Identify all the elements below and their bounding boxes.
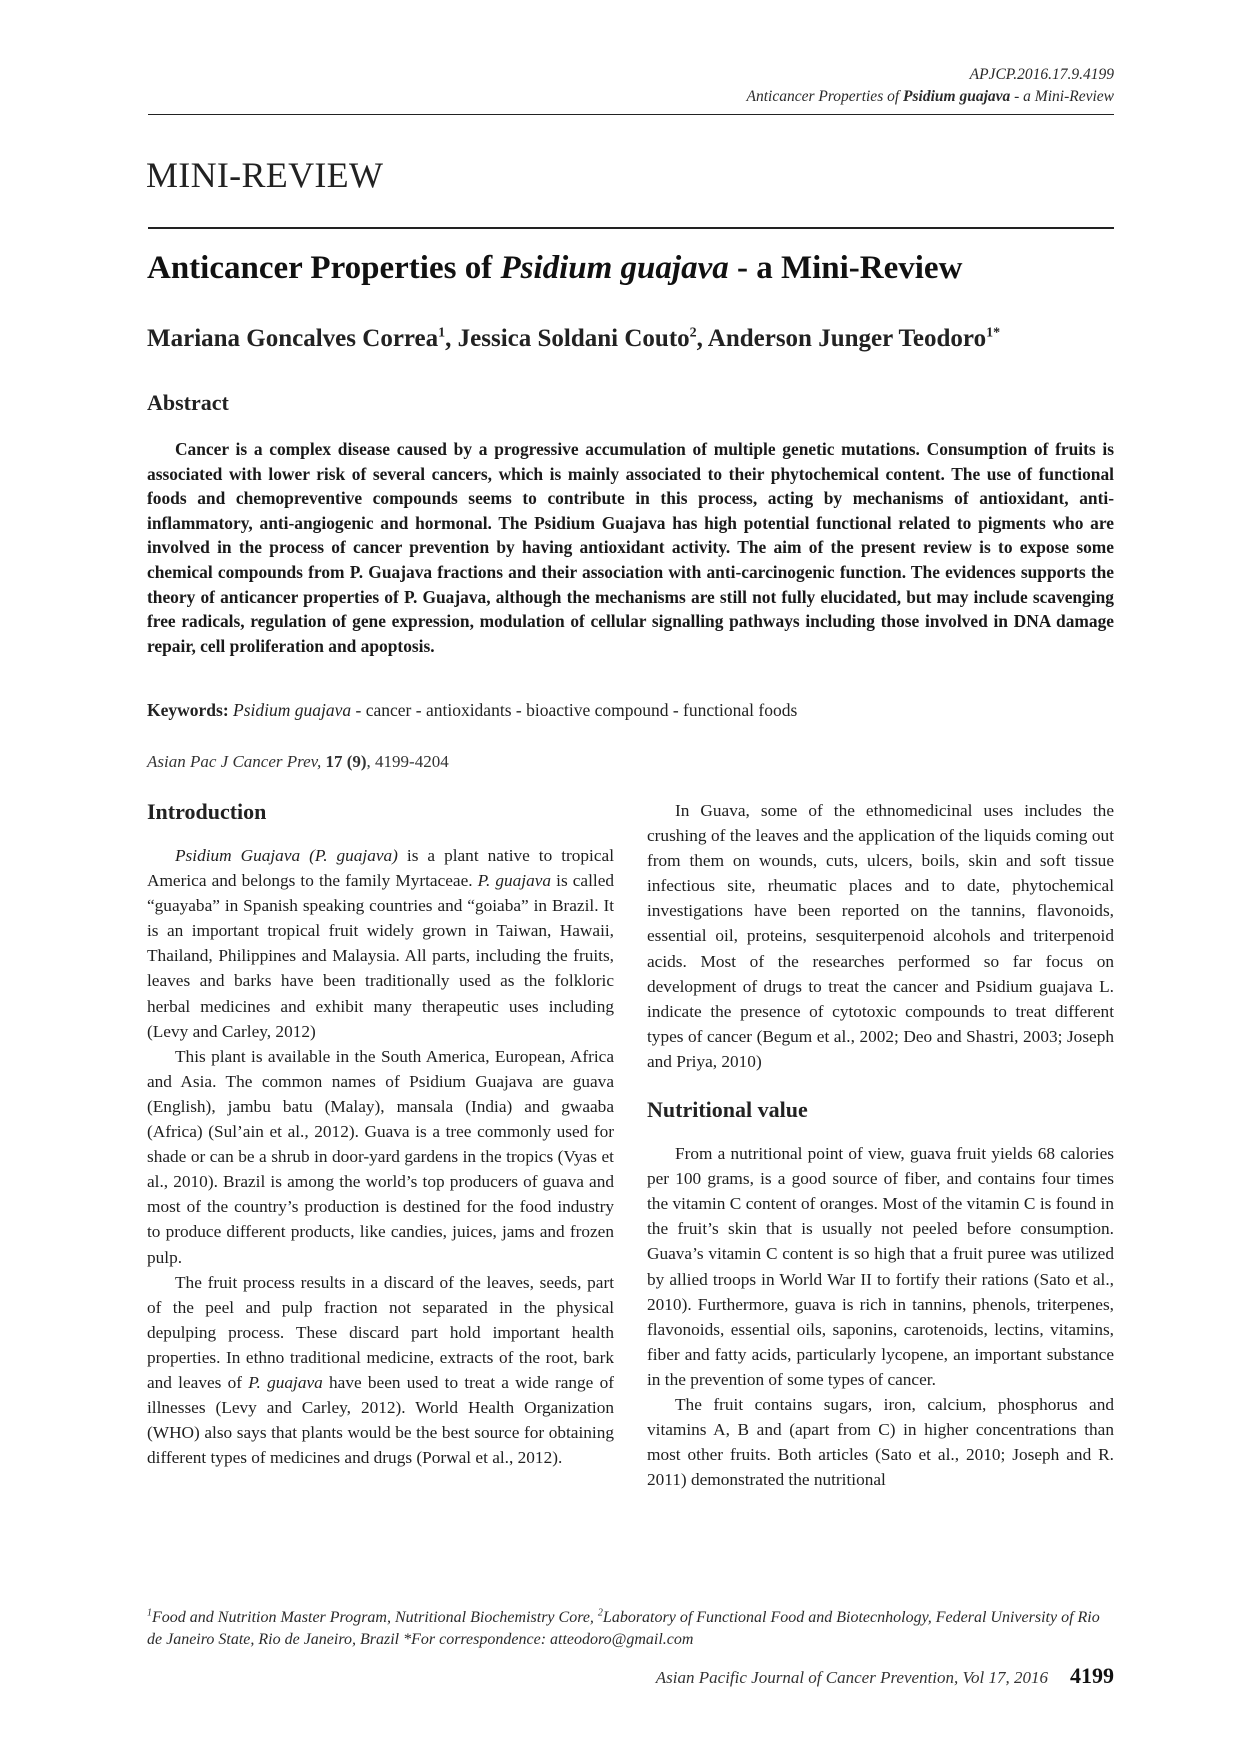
intro-text: The fruit process results in a discard of the leaves, seeds, part of the peel and pulp fraction not separated in the physical depulping process. These discard part hold important health properties. In ethno traditional medicine, extracts of the root, bark and leaves of bbox=[147, 1272, 614, 1392]
running-head-title-bold: Psidium guajava bbox=[903, 88, 1011, 105]
nutrition-paragraph-2: The fruit contains sugars, iron, calcium, phosphorus and vitamins A, B and (apart from C) in higher concentrations than most other fruits. Both articles (Sato et al., 2010; Joseph and R. 2011) demonstrated the nutritional bbox=[647, 1394, 1114, 1490]
running-head-doi: APJCP.2016.17.9.4199 bbox=[969, 66, 1114, 83]
affiliation-2: Laboratory of Functional Food and Biotecnhology, Federal University of Rio de Janeiro State, Rio de Janeiro, Brazil *For correspondence: atteodoro@gmail.com bbox=[147, 1609, 1100, 1648]
running-head bbox=[746, 64, 1114, 108]
keywords bbox=[147, 700, 797, 721]
section-spacer bbox=[647, 1074, 1114, 1088]
author-1 bbox=[147, 325, 458, 352]
running-head-title-prefix: Anticancer Properties of bbox=[746, 88, 904, 105]
intro-paragraph-1 bbox=[147, 843, 614, 1044]
author-2 bbox=[458, 325, 708, 352]
header-rule bbox=[148, 114, 1114, 115]
author-affiliation-mark: 2 bbox=[689, 325, 697, 341]
citation bbox=[147, 752, 449, 772]
intro-italic: P. guajava bbox=[248, 1372, 323, 1392]
intro-italic: P. guajava bbox=[477, 871, 552, 891]
author-affiliation-mark: 1 bbox=[438, 325, 446, 341]
intro-italic: Psidium Guajava (P. guajava) bbox=[175, 846, 398, 865]
keywords-label: Keywords: bbox=[147, 700, 234, 720]
affiliation-1: Food and Nutrition Master Program, Nutritional Biochemistry Core, bbox=[152, 1609, 598, 1626]
paper-title-prefix: Anticancer Properties of bbox=[147, 250, 501, 286]
author-name: Mariana Goncalves Correa bbox=[147, 325, 439, 352]
page-number: 4199 bbox=[1070, 1663, 1114, 1688]
running-head-title-suffix: - a Mini-Review bbox=[1010, 88, 1114, 105]
nutrition-paragraph-1: From a nutritional point of view, guava fruit yields 68 calories per 100 grams, is a good source of fiber, and contains four times the vitamin C content of oranges. Most of the vitamin C is found in the fruit’s skin that is usually not peeled before consumption. Guava’s vitamin C content is so high that a fruit puree was utilized by allied troops in World War II to fortify their rations (Sato et al., 2010). Furthermore, guava is rich in tannins, phenols, triterpenes, flavonoids, essential oils, saponins, carotenoids, lectins, vitamins, fiber and fatty acids, particularly lycopene, an important substance in the prevention of some types of cancer. bbox=[647, 1144, 1114, 1389]
introduction-heading: Introduction bbox=[147, 799, 267, 824]
paper-title-italic: Psidium guajava bbox=[500, 250, 729, 286]
left-column bbox=[147, 798, 614, 1470]
intro-text: is called “guayaba” in Spanish speaking countries and “goiaba” in Brazil. It is an important tropical fruit widely grown in Taiwan, Hawaii, Thailand, Philippines and Malaysia. All parts, including the fruits, leaves and barks have been traditionally used as the folkloric herbal medicines and exhibit many therapeutic uses including (Levy and Carley, 2012) bbox=[147, 871, 614, 1041]
paper-title bbox=[147, 250, 962, 287]
nutritional-value-heading: Nutritional value bbox=[647, 1097, 808, 1123]
author-list bbox=[147, 325, 1000, 353]
running-head-title bbox=[746, 86, 1114, 108]
author-name: Jessica Soldani Couto bbox=[457, 325, 690, 352]
abstract-text: Cancer is a complex disease caused by a progressive accumulation of multiple genetic mutations. Consumption of fruits is associated with lower risk of several cancers, which is mainly associated to their phytochemical content. The use of functional foods and chemopreventive compounds seems to contribute in this process, acting by mechanisms of antioxidant, anti-inflammatory, anti-angiogenic and hormonal. The Psidium Guajava has high potential functional related to pigments who are involved in the process of cancer prevention by having antioxidant activity. The aim of the present review is to expose some chemical compounds from P. Guajava fractions and their association with anti-carcinogenic function. The evidences supports the theory of anticancer properties of P. Guajava, although the mechanisms are still not fully elucidated, but may include scavenging free radicals, regulation of gene expression, modulation of cellular signalling pathways including those involved in DNA damage repair, cell proliferation and apoptosis. bbox=[147, 439, 1114, 656]
page-footer bbox=[656, 1663, 1114, 1689]
section-type: MINI-REVIEW bbox=[146, 155, 384, 195]
title-rule bbox=[148, 227, 1114, 229]
footer-journal: Asian Pacific Journal of Cancer Prevention, Vol 17, 2016 bbox=[655, 1668, 1048, 1687]
citation-pages: , 4199-4204 bbox=[366, 752, 449, 771]
paper-title-suffix: - a Mini-Review bbox=[728, 250, 963, 286]
keywords-rest: - cancer - antioxidants - bioactive compound - functional foods bbox=[351, 700, 798, 720]
citation-journal: Asian Pac J Cancer Prev, bbox=[147, 752, 322, 771]
intro-paragraph-2: This plant is available in the South America, European, Africa and Asia. The common names of Psidium Guajava are guava (English), jambu batu (Malay), mansala (India) and gwaaba (Africa) (Sul’ain et al., 2012). Guava is a tree commonly used for shade or can be a shrub in door-yard gardens in the tropics (Vyas et al., 2010). Brazil is among the world’s top producers of guava and most of the country’s production is destined for the food industry to produce different products, like candies, juices, jams and frozen pulp. bbox=[147, 1046, 614, 1267]
author-3 bbox=[708, 325, 1000, 352]
author-separator: , bbox=[696, 325, 708, 352]
author-name: Anderson Junger Teodoro bbox=[707, 325, 987, 352]
author-affiliation-mark: 1* bbox=[986, 325, 1001, 341]
affiliation-footnote bbox=[147, 1607, 1114, 1651]
author-separator: , bbox=[445, 325, 458, 352]
keyword-italic: Psidium guajava bbox=[233, 700, 352, 720]
citation-volume: 17 (9) bbox=[325, 752, 367, 771]
affiliation-mark: 1 bbox=[147, 1607, 152, 1619]
intro-paragraph-3 bbox=[147, 1270, 614, 1471]
abstract-heading: Abstract bbox=[147, 390, 229, 415]
affiliation-mark: 2 bbox=[597, 1607, 603, 1619]
intro-text: is a plant native to tropical America and belongs to the family Myrtaceae. bbox=[147, 846, 615, 891]
intro-text: have been used to treat a wide range of illnesses (Levy and Carley, 2012). World Health Organization (WHO) also says that plants would be the best source for obtaining different types of medicines and drugs (Porwal et al., 2012). bbox=[147, 1372, 614, 1468]
intro-paragraph-4: In Guava, some of the ethnomedicinal uses includes the crushing of the leaves and the application of the liquids coming out from them on wounds, cuts, ulcers, boils, skin and soft tissue infectious site, rheumatic places and to date, phytochemical investigations have been reported on the tannins, flavonoids, essential oil, proteins, sesquiterpenoid alcohols and triterpenoid acids. Most of the researches performed so far focus on development of drugs to treat the cancer and Psidium guajava L. indicate the presence of cytotoxic compounds to treat different types of cancer (Begum et al., 2002; Deo and Shastri, 2003; Joseph and Priya, 2010) bbox=[647, 801, 1114, 1071]
right-column bbox=[647, 798, 1114, 1492]
